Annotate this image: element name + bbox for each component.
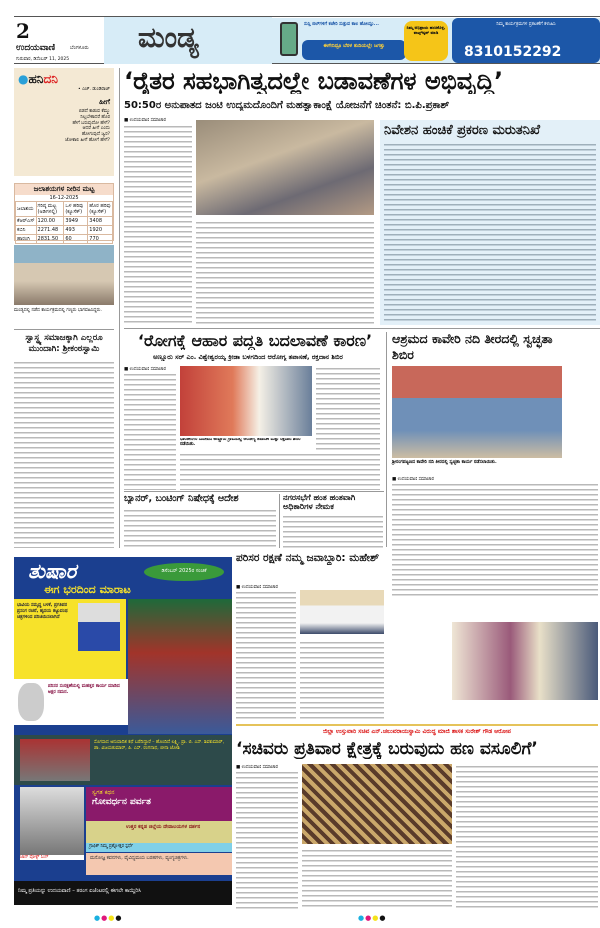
- registration-marks: ●●●●: [94, 914, 123, 922]
- poem-heading: ಹೀಗೆ: [99, 97, 110, 106]
- health-body-3: [316, 366, 380, 452]
- side-body: [384, 142, 596, 322]
- banner-body: [124, 508, 276, 548]
- feature7: ಮನೋಜ್ಞ ಕವನಗಳು, ವೈವಿಧ್ಯಮಯ ಬರಹಗಳು, ವ್ಯಂಗ್ಯಚಿತ್ರಗಳು.: [86, 853, 232, 875]
- poem-line: ಹೋಗುವುದೆ ಜ್ವರ?: [81, 132, 110, 138]
- author-portrait: [78, 603, 120, 651]
- left-photo-caption: ಮಂಡ್ಯದಲ್ಲಿ ನಡೆದ ಕಾರ್ಯಕ್ರಮದಲ್ಲಿ ಗಣ್ಯರು ಭಾಗವಹಿಸಿದ್ದರು.: [14, 308, 102, 313]
- minister-photo: [302, 764, 452, 844]
- tushara-bottom-strip: ನಿಮ್ಮ ಪ್ರತಿಯನ್ನು ಉದಯವಾಣಿ – ತರಂಗ ಏಜೆಂಟರಲ್ಲಿ ಈಗಲೇ ಕಾಯ್ದಿರಿಸಿ: [14, 881, 232, 905]
- divider-gold: [236, 724, 598, 726]
- minister-body-2: [302, 848, 452, 910]
- phone-hand-image: [280, 22, 298, 56]
- main-body-cols: [196, 220, 374, 324]
- main-headline: ‘ರೈತರ ಸಹಭಾಗಿತ್ವದಲ್ಲೇ ಬಡಾವಣೆಗಳ ಅಭಿವೃದ್ಧಿ’: [124, 68, 504, 95]
- cell: 2271.48: [36, 226, 64, 235]
- cell: 3949: [64, 217, 88, 226]
- divider: [124, 328, 600, 329]
- section-band: [104, 17, 272, 64]
- reservoir-date: 16-12-2025: [49, 195, 79, 201]
- hani-dani-author: • ಎಚ್. ಡುಂಡಿರಾಜ್: [78, 87, 110, 92]
- health-headline: ‘ರೋಗಕ್ಕೆ ಆಹಾರ ಪದ್ಧತಿ ಬದಲಾವಣೆ ಕಾರಣ’: [137, 332, 373, 350]
- feature4-a: ಸ್ವಗತ ಕಥನ: [92, 789, 115, 796]
- ashram-byline: ■ ಉದಯವಾಣಿ ಸಮಾಚಾರ: [392, 477, 434, 482]
- tushara-ad[interactable]: [14, 557, 232, 905]
- drop-icon: ●: [18, 72, 29, 86]
- masthead: [14, 16, 600, 64]
- environment-body: [236, 590, 296, 720]
- cell: ಕಬಿನಿ: [16, 226, 37, 235]
- poem-line: ಆದರೆ ಹೀಗೆ ಎಂದು: [82, 126, 110, 132]
- council-body: [283, 514, 383, 548]
- poem-line: ಜೋಕಾಲಿ ಹೀಗೆ ಹೋಗೆ ಹೇಗೆ?: [65, 138, 110, 144]
- health-caption: ಭಾರತೀನಗರ ಸಮೀಪದ ಅಣ್ಣೂರು ಗ್ರಾಮದಲ್ಲಿ ಆರೋಗ್ಯ ತಪಾಸಣೆ ಮತ್ತು ರಕ್ತದಾನ ಶಿಬಿರ ನಡೆಯಿತು.: [180, 438, 301, 447]
- left-story-body: [14, 360, 114, 548]
- health-byline: ■ ಉದಯವಾಣಿ ಸಮಾಚಾರ: [124, 367, 166, 372]
- environment-body-2: [300, 640, 384, 720]
- ad-right-text: ನಿಮ್ಮ ಕಾರ್ಯಕ್ರಮಗಳ ಪ್ರಕಟಣೆಗೆ ಕಳುಹಿಸಿ: [496, 22, 556, 27]
- cell: 3408: [88, 217, 113, 226]
- hani-dani-box: [14, 68, 114, 176]
- feature4: [86, 787, 232, 821]
- event-photo: [452, 622, 598, 700]
- left-story-headline: ಸ್ವಾಸ್ಥ್ಯ ಸಮಾಜಕ್ಕಾಗಿ ಎಲ್ಲರೂ ಮುಂದಾಗಿ: ಶ್ರೀಕಂಠಸ್ವಾಮಿ: [25, 333, 103, 355]
- ashram-photo: [392, 366, 562, 458]
- edition: ಬೆಂಗಳೂರು: [70, 45, 89, 51]
- side-headline: ನಿವೇಶನ ಹಂಚಿಕೆ ಪ್ರಕರಣ ಮರುತನಿಖೆ: [384, 124, 540, 138]
- side-box: [380, 120, 600, 325]
- main-subhead: 50:50ರ ಅನುಪಾತದ ಜಂಟಿ ಉದ್ಯಮದೊಂದಿಗೆ ಮಹತ್ವಾಕಾಂಕ್ಷೆ ಯೋಜನೆಗೆ ಚಿಂತನೆ: ಬಿ.ಪಿ.ಪ್ರಕಾಶ್: [124, 100, 450, 111]
- cell: 1920: [88, 226, 113, 235]
- ashram-headline: ಆಶ್ರಮದ ಕಾವೇರಿ ನದಿ ತೀರದಲ್ಲಿ ಸ್ವಚ್ಛತಾ ಶಿಬಿರ: [392, 331, 553, 362]
- main-body: [124, 124, 192, 324]
- tushara-brand: ತುಷಾರ: [28, 559, 77, 583]
- folk-art-image: [20, 739, 90, 781]
- minister-body: [236, 770, 298, 910]
- divider: [124, 491, 384, 492]
- poem-line: ಬಿಡದೆ ಕಾಡುವ ಕೆಮ್ಮು: [78, 108, 110, 114]
- main-byline: ■ ಉದಯವಾಣಿ ಸಮಾಚಾರ: [124, 118, 166, 123]
- banner-headline: ಬ್ಯಾನರ್, ಬಂಟಿಂಗ್ ನಿಷೇಧಕ್ಕೆ ಆದೇಶ: [124, 494, 239, 504]
- feature-panel-yellow: [14, 599, 126, 679]
- col-header: ಹೊರ ಹರಿವು (ಕ್ಯೂಸೆಕ್): [89, 203, 111, 215]
- environment-byline: ■ ಉದಯವಾಣಿ ಸಮಾಚಾರ: [236, 585, 278, 590]
- reservoir-title: ಜಲಾಶಯಗಳ ನೀರಿನ ಮಟ್ಟ: [15, 184, 113, 195]
- person-caption: ಜಾನ್ ವೋಕ್ಸ್ ಸಿಂಗ್: [20, 855, 84, 860]
- left-photo: [14, 245, 114, 305]
- date: ಗುರುವಾರ, ಡಿಸೆಂಬರ್ 11, 2025: [16, 57, 70, 62]
- minister-kicker: ಜಿಲ್ಲಾ ಉಸ್ತುವಾರಿ ಸಚಿವ ಎನ್.ಚಲುವರಾಯಸ್ವಾಮಿ ವಿರುದ್ಧ ಮಾಜಿ ಶಾಸಕ ಸುರೇಶ್ ಗೌಡ ಆರೋಪ: [323, 729, 511, 735]
- table-row: [16, 235, 113, 244]
- cell: 2831.50: [36, 235, 64, 244]
- poem-line: ನಿಲ್ಲಬೇಕಾದರೆ ಹೊರ: [80, 114, 110, 120]
- column-divider: [279, 494, 280, 548]
- top-ad[interactable]: [272, 18, 600, 63]
- ad-badge: ನಿಮ್ಮ ಅಭಿಪ್ರಾಯ ಹಂಚಿಕೊಳ್ಳಿ, ವಾಟ್ಸ್ಆ್ಯಪ್ ಮಾಡಿ: [404, 21, 448, 61]
- column-divider: [386, 332, 387, 547]
- council-headline: ನಗರಸಭೆಗೆ ಹಂತ ಹಂತವಾಗಿ ಅಧಿಕಾರಿಗಳ ನೇಮಕ: [283, 494, 356, 511]
- magazine-cover: [128, 599, 232, 734]
- hani-dani-title-b: ದನಿ: [43, 72, 58, 86]
- ad-line1: ಸುಸ್ತಿ ಬಿಲ್‌ಗಳಿಗೆ ಕಚೇರಿ ಸುತ್ತುವ ಕಾಲ ಹೋಯ್ತು...: [304, 22, 379, 27]
- minister-body-3: [456, 764, 598, 910]
- minister-byline: ■ ಉದಯವಾಣಿ ಸಮಾಚಾರ: [236, 765, 278, 770]
- tushara-issue: ಡಿಸೆಂಬರ್ 2025ರ ಸಂಚಿಕೆ: [144, 563, 224, 581]
- health-subhead: ಅಣ್ಣೂರು ಸರ್ ಎಂ. ವಿಶ್ವೇಶ್ವರಯ್ಯ ಕ್ರೀಡಾ ಬಳಗದಿಂದ ಆರೋಗ್ಯ ತಪಾಸಣೆ, ರಕ್ತದಾನ ಶಿಬಿರ: [153, 354, 343, 361]
- column-divider: [119, 68, 120, 548]
- cell: 120.00: [36, 217, 64, 226]
- environment-photo: [300, 590, 384, 634]
- ad-right: [452, 18, 600, 63]
- col-header: ಗರಿಷ್ಠ ಮಟ್ಟ (ಅಡಿಗಳಲ್ಲಿ): [36, 202, 64, 217]
- ad-phone: 8310152292: [464, 44, 562, 60]
- health-body-2: [180, 452, 380, 490]
- sketch-portrait: [18, 683, 44, 721]
- paper-name: ಉದಯವಾಣಿ: [16, 43, 56, 53]
- cell: ಕೆಆರ್‌ಎಸ್: [17, 218, 35, 224]
- reservoir-table: [15, 201, 113, 244]
- poem-line: ಹೇಗೆ ಬರುವುದೋ ಹೇಗೆ?: [72, 120, 110, 126]
- feature2: ಪರಿಸರ ಸಂರಕ್ಷಣೆಯಲ್ಲಿ ಮಹತ್ತರ ಕಾರ್ಯ ಮಾಡಿದ ಅಕ್ಷರ ನಮನ.: [48, 684, 120, 695]
- col-header: ಜಲಾಶಯ: [16, 202, 37, 217]
- tushara-tagline: ಈಗ ಭರದಿಂದ ಮಾರಾಟ: [44, 583, 131, 596]
- registration-marks: ●●●●: [358, 914, 387, 922]
- feature3: ಸೊಗಸಾದ ಅನುವಾದಿತ ಕಥೆ ಬರೆದಿದ್ದಾರೆ – ಹೊಂದಿದೆ ಲಕ್ಷ್ಮಿ, ಪ್ರಾ. ಬಿ. ಎಸ್. ಶಿವಕುಮಾರ್, ಡಾ. ವಿಜಯಕುಮಾರ್, ಪಿ. ಎಸ್. ರಂಗನಾಥ, ಬೀನಾ ಜೋಶಿ: [94, 740, 225, 751]
- ashram-body: [392, 482, 598, 597]
- divider: [14, 329, 114, 330]
- section-title: ಮಂಡ್ಯ: [138, 21, 199, 54]
- table-row: [16, 226, 113, 235]
- cell: 770: [88, 235, 113, 244]
- table-row: [16, 217, 113, 226]
- cell: 493: [64, 226, 88, 235]
- ad-line2: ಈಗೇನಿದ್ರೂ ಬೆರಳ ತುದಿಯಲ್ಲೇ ಜಗತ್ತು: [302, 40, 406, 60]
- person-photo: [20, 787, 84, 855]
- feature6: ಗ್ರಾಫಿಕ್ ನಿಮ್ಮ ಪ್ರಶ್ನೋತ್ತರ ಸ್ಪರ್ಧೆ: [86, 843, 232, 852]
- page-number: 2: [16, 19, 30, 43]
- main-photo: [196, 120, 374, 215]
- col-header: ಒಳ ಹರಿವು (ಕ್ಯೂಸೆಕ್): [64, 202, 88, 217]
- health-body: [124, 372, 176, 490]
- feature-panel-white: [14, 679, 128, 725]
- cell: 60: [64, 235, 88, 244]
- feature-panel-dark: [14, 735, 232, 785]
- feature4-b: ಗೋವರ್ಧನ ಪರ್ವತ: [92, 797, 151, 807]
- reservoir-table-box: [14, 183, 114, 241]
- feature1: ಭಾವಿಯ ಸಮೃದ್ಧ ಬಳಕೆ, ಪ್ರಗತಿಪರ ಪ್ರಸಂಗ ರಚನೆ, ಹೃದಯ ತಟ್ಟುವಂಥ ಚಿತ್ರಗಳಿಂದ ಪರಿಚಯಿಸಲಾಗಿದೆ: [17, 603, 68, 620]
- feature5-text: ಉತ್ತರ ಕನ್ನಡ ಜಿಲ್ಲೆಯ ದೇವಾಲಯಗಳ ದರ್ಶನ: [126, 824, 201, 830]
- hani-dani-title-a: ಹನಿ: [28, 72, 44, 86]
- environment-headline: ಪರಿಸರ ರಕ್ಷಣೆ ನಮ್ಮ ಜವಾಬ್ದಾರಿ: ಮಹೇಶ್: [236, 553, 380, 564]
- minister-headline: ‘ಸಚಿವರು ಪ್ರತಿವಾರ ಕ್ಷೇತ್ರಕ್ಕೆ ಬರುವುದು ಹಣ ವಸೂಲಿಗೆ’: [236, 740, 538, 759]
- feature5: [86, 821, 232, 843]
- ashram-caption: ಶ್ರೀರಂಗಪಟ್ಟಣದ ಕಾವೇರಿ ನದಿ ತೀರದಲ್ಲಿ ಸ್ವಚ್ಛತಾ ಕಾರ್ಯ ನಡೆಸಲಾಯಿತು.: [392, 460, 497, 465]
- cell: ಹಾರಂಗಿ: [16, 235, 37, 244]
- health-photo: [180, 366, 312, 436]
